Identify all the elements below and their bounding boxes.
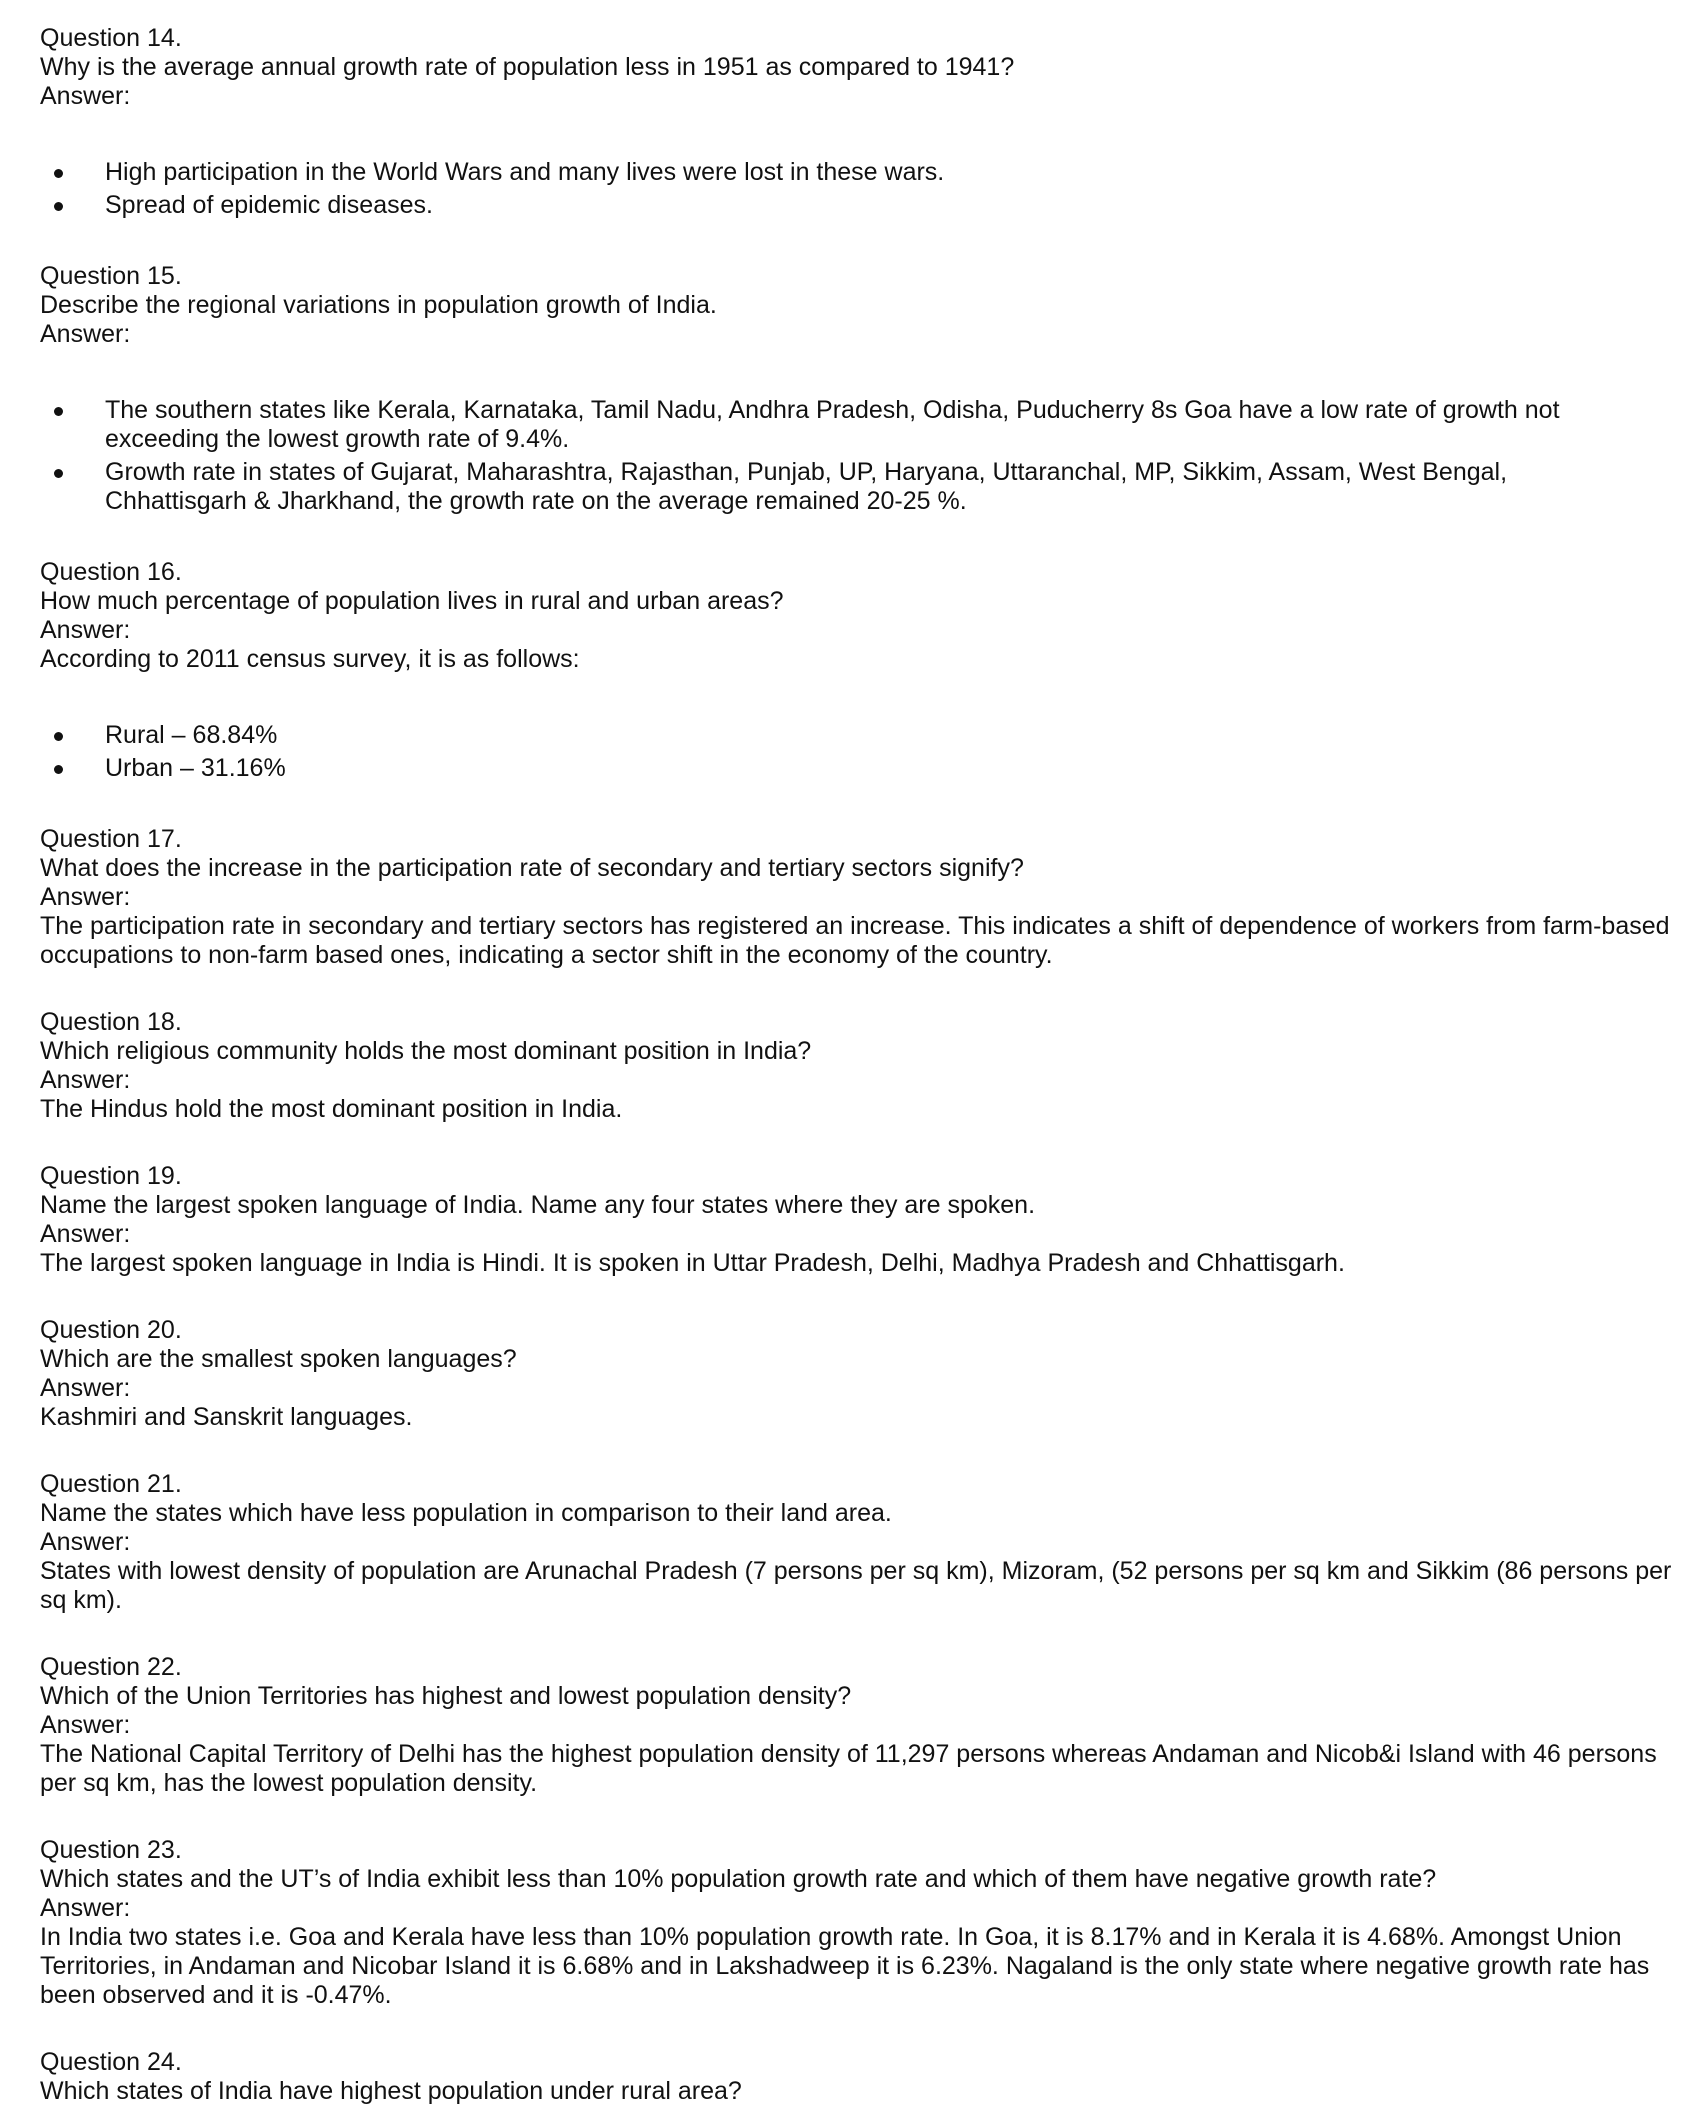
answer-bullet-list — [40, 396, 1680, 516]
spacer — [40, 1798, 1680, 1836]
question-block-14 — [40, 24, 1680, 220]
question-text: How much percentage of population lives in rural and urban areas? — [40, 587, 784, 615]
answer-label: Answer: — [40, 320, 131, 348]
spacer — [40, 2010, 1680, 2048]
answer-bullet: The southern states like Kerala, Karnataka, Tamil Nadu, Andhra Pradesh, Odisha, Puducherry 8s Goa have a low rate of growth not exceeding the lowest growth rate of 9.4%. — [40, 396, 1645, 454]
spacer — [40, 224, 1680, 262]
question-text: Which states of India have highest population under rural area? — [40, 2077, 742, 2105]
answer-bullet-list — [40, 158, 1680, 220]
answer-label: Answer: — [40, 1894, 131, 1922]
question-number: Question 21. — [40, 1470, 182, 1498]
answer-label: Answer: — [40, 1711, 131, 1739]
answer-label: Answer: — [40, 82, 131, 110]
document-page — [40, 24, 1680, 2106]
spacer — [40, 520, 1680, 558]
question-text: Describe the regional variations in population growth of India. — [40, 291, 717, 319]
question-block-18 — [40, 1008, 1680, 1124]
question-block-15 — [40, 262, 1680, 516]
answer-bullet: Growth rate in states of Gujarat, Maharashtra, Rajasthan, Punjab, UP, Haryana, Uttaranchal, MP, Sikkim, Assam, West Bengal, Chhattisgarh & Jharkhand, the growth rate on the average remained 20-25 %. — [40, 458, 1645, 516]
answer-text: The Hindus hold the most dominant position in India. — [40, 1095, 623, 1123]
question-number: Question 20. — [40, 1316, 182, 1344]
answer-text: The participation rate in secondary and tertiary sectors has registered an increase. This indicates a shift of dependence of workers from farm-based occupations to non-farm based ones, indicating a sector shift in the economy of the country. — [40, 912, 1670, 969]
spacer — [40, 1432, 1680, 1470]
question-block-20 — [40, 1316, 1680, 1432]
answer-text: Kashmiri and Sanskrit languages. — [40, 1403, 413, 1431]
answer-bullet: High participation in the World Wars and many lives were lost in these wars. — [40, 158, 1645, 187]
question-number: Question 23. — [40, 1836, 182, 1864]
answer-text: States with lowest density of population are Arunachal Pradesh (7 persons per sq km), Mizoram, (52 persons per sq km and Sikkim (86 persons per sq km). — [40, 1557, 1672, 1614]
answer-bullet: Rural – 68.84% — [40, 721, 1645, 750]
question-block-17 — [40, 825, 1680, 970]
question-text: Which of the Union Territories has highest and lowest population density? — [40, 1682, 852, 1710]
question-text: Which religious community holds the most dominant position in India? — [40, 1037, 812, 1065]
spacer — [40, 970, 1680, 1008]
answer-label: Answer: — [40, 616, 131, 644]
question-number: Question 24. — [40, 2048, 182, 2076]
spacer — [40, 787, 1680, 825]
spacer — [40, 1615, 1680, 1653]
answer-bullet-list — [40, 721, 1680, 783]
answer-text: The largest spoken language in India is Hindi. It is spoken in Uttar Pradesh, Delhi, Madhya Pradesh and Chhattisgarh. — [40, 1249, 1345, 1277]
question-text: Why is the average annual growth rate of population less in 1951 as compared to 1941? — [40, 53, 1015, 81]
question-text: Which are the smallest spoken languages? — [40, 1345, 517, 1373]
question-block-22 — [40, 1653, 1680, 1798]
answer-label: Answer: — [40, 883, 131, 911]
question-number: Question 17. — [40, 825, 182, 853]
question-block-21 — [40, 1470, 1680, 1615]
question-text: Name the states which have less population in comparison to their land area. — [40, 1499, 892, 1527]
question-number: Question 18. — [40, 1008, 182, 1036]
question-text: What does the increase in the participation rate of secondary and tertiary sectors signify? — [40, 854, 1024, 882]
question-block-19 — [40, 1162, 1680, 1278]
answer-label: Answer: — [40, 1374, 131, 1402]
spacer — [40, 1278, 1680, 1316]
question-text: Which states and the UT’s of India exhibit less than 10% population growth rate and which of them have negative growth rate? — [40, 1865, 1437, 1893]
spacer — [40, 1124, 1680, 1162]
answer-text: According to 2011 census survey, it is as follows: — [40, 645, 580, 673]
question-number: Question 15. — [40, 262, 182, 290]
answer-label: Answer: — [40, 1220, 131, 1248]
answer-bullet: Spread of epidemic diseases. — [40, 191, 1645, 220]
answer-bullet: Urban – 31.16% — [40, 754, 1645, 783]
answer-label: Answer: — [40, 1528, 131, 1556]
question-number: Question 14. — [40, 24, 182, 52]
question-number: Question 19. — [40, 1162, 182, 1190]
question-text: Name the largest spoken language of India. Name any four states where they are spoken. — [40, 1191, 1036, 1219]
question-block-24 — [40, 2048, 1680, 2106]
question-block-23 — [40, 1836, 1680, 2010]
question-block-16 — [40, 558, 1680, 783]
answer-text: In India two states i.e. Goa and Kerala have less than 10% population growth rate. In Goa, it is 8.17% and in Kerala it is 4.68%. Amongst Union Territories, in Andaman and Nicobar Island it is 6.68% and in Lakshadweep it is 6.23%. Nagaland is the only state where negative growth rate has been observed and it is -0.47%. — [40, 1923, 1650, 2009]
answer-text: The National Capital Territory of Delhi has the highest population density of 11,297 persons whereas Andaman and Nicob&i Island with 46 persons per sq km, has the lowest population density. — [40, 1740, 1657, 1797]
answer-label: Answer: — [40, 1066, 131, 1094]
question-number: Question 22. — [40, 1653, 182, 1681]
question-number: Question 16. — [40, 558, 182, 586]
